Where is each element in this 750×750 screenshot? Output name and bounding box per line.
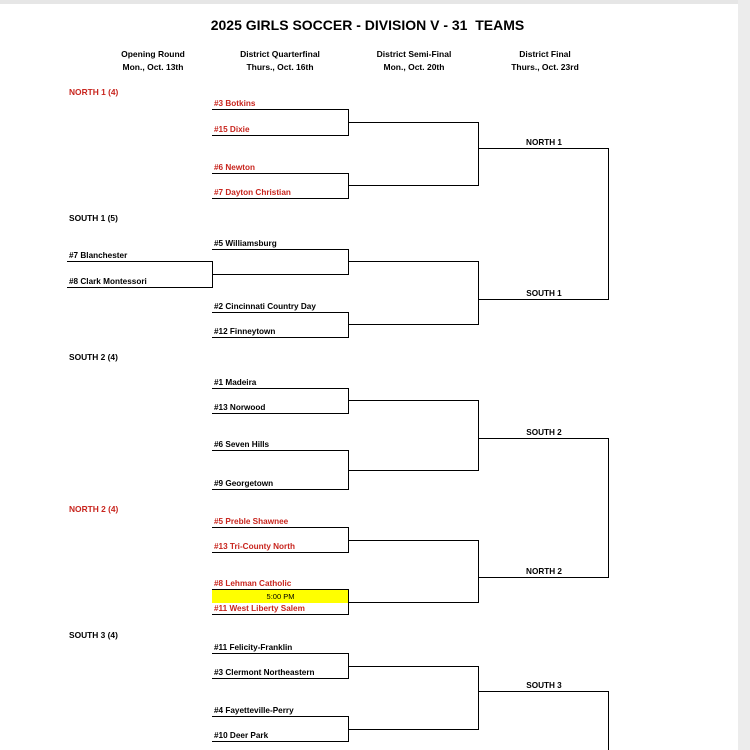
region-label-south-2: SOUTH 2 (4) (69, 352, 118, 362)
bracket-line (348, 400, 479, 401)
bracket-line (212, 489, 349, 490)
round-name: Opening Round (121, 49, 185, 59)
district-final-south-2: SOUTH 2 (526, 428, 562, 437)
bracket-line (348, 312, 349, 338)
district-final-north-1: NORTH 1 (526, 138, 562, 147)
bracket-line (348, 729, 479, 730)
bracket-line (348, 185, 479, 186)
bracket-line (348, 388, 349, 414)
bracket-line (67, 287, 213, 288)
bracket-line (212, 135, 349, 136)
qf-team: #3 Botkins (214, 99, 256, 108)
qf-team: #10 Deer Park (214, 731, 269, 740)
bracket-line (212, 312, 349, 313)
opening-team-clark-montessori: #8 Clark Montessori (69, 277, 147, 286)
qf-team: #4 Fayetteville-Perry (214, 706, 294, 715)
bracket-line (212, 109, 349, 110)
bracket-line (212, 413, 349, 414)
qf-team: #12 Finneytown (214, 327, 276, 336)
bracket-line (212, 198, 349, 199)
round-header-final (480, 48, 610, 73)
bracket-line (212, 173, 349, 174)
bracket-line (348, 122, 479, 123)
qf-team: #5 Preble Shawnee (214, 517, 289, 526)
qf-team: #13 Tri-County North (214, 542, 295, 551)
qf-team: #8 Lehman Catholic (214, 579, 292, 588)
game-time-highlight: 5:00 PM (212, 589, 349, 603)
round-date: Mon., Oct. 13th (122, 61, 184, 72)
district-final-south-1: SOUTH 1 (526, 289, 562, 298)
qf-team: #2 Cincinnati Country Day (214, 302, 316, 311)
round-name: District Semi-Final (376, 49, 452, 59)
bracket-line (348, 666, 479, 667)
round-header-quarterfinal (215, 48, 345, 73)
bracket-line (212, 274, 349, 275)
district-final-south-3: SOUTH 3 (526, 681, 562, 690)
bracket-line (348, 540, 479, 541)
opening-team-blanchester: #7 Blanchester (69, 251, 128, 260)
bracket-line (608, 438, 609, 578)
round-header-semifinal (349, 48, 479, 73)
bracket-line (478, 577, 609, 578)
region-label-north-1: NORTH 1 (4) (69, 87, 119, 97)
page-edge-top (0, 0, 750, 4)
bracket-line (348, 324, 479, 325)
bracket-line (212, 388, 349, 389)
region-label-south-1: SOUTH 1 (5) (69, 213, 118, 223)
bracket-line (348, 261, 479, 262)
bracket-line (348, 249, 349, 275)
bracket-line (212, 678, 349, 679)
bracket-line (212, 741, 349, 742)
bracket-line (478, 438, 609, 439)
qf-team: #13 Norwood (214, 403, 266, 412)
round-date: Thurs., Oct. 23rd (511, 61, 579, 72)
round-date: Mon., Oct. 20th (383, 61, 445, 72)
bracket-line (478, 400, 479, 471)
qf-team: #11 Felicity-Franklin (214, 643, 293, 652)
qf-team: #15 Dixie (214, 125, 250, 134)
qf-team: #3 Clermont Northeastern (214, 668, 315, 677)
bracket-line (212, 653, 349, 654)
bracket-line (67, 261, 213, 262)
bracket-line (478, 691, 609, 692)
bracket-line (212, 614, 349, 615)
bracket-line (212, 716, 349, 717)
region-label-south-3: SOUTH 3 (4) (69, 630, 118, 640)
region-label-north-2: NORTH 2 (4) (69, 504, 119, 514)
bracket-line (478, 540, 479, 603)
bracket-line (348, 602, 479, 603)
qf-team: #1 Madeira (214, 378, 257, 387)
bracket-line (212, 337, 349, 338)
page-edge-right (738, 0, 750, 750)
bracket-line (212, 249, 349, 250)
qf-team: #7 Dayton Christian (214, 188, 291, 197)
district-final-north-2: NORTH 2 (526, 567, 562, 576)
qf-team: #6 Newton (214, 163, 255, 172)
qf-team: #11 West Liberty Salem (214, 604, 305, 613)
bracket-title: 2025 GIRLS SOCCER - DIVISION V - 31 TEAMS (210, 17, 525, 33)
round-name: District Quarterfinal (240, 49, 320, 59)
bracket-line (478, 122, 479, 186)
round-date: Thurs., Oct. 16th (246, 61, 314, 72)
bracket-line (478, 261, 479, 325)
round-name: District Final (519, 49, 571, 59)
bracket-line (212, 552, 349, 553)
qf-team: #6 Seven Hills (214, 440, 270, 449)
bracket-line (212, 450, 349, 451)
bracket-line (608, 148, 609, 300)
bracket-line (608, 691, 609, 750)
qf-team: #9 Georgetown (214, 479, 274, 488)
bracket-line (348, 173, 349, 199)
bracket-line (478, 666, 479, 730)
bracket-line (348, 470, 479, 471)
round-header-opening (88, 48, 218, 73)
bracket-line (478, 299, 609, 300)
bracket-line (478, 148, 609, 149)
bracket-line (212, 527, 349, 528)
qf-team: #5 Williamsburg (214, 239, 277, 248)
